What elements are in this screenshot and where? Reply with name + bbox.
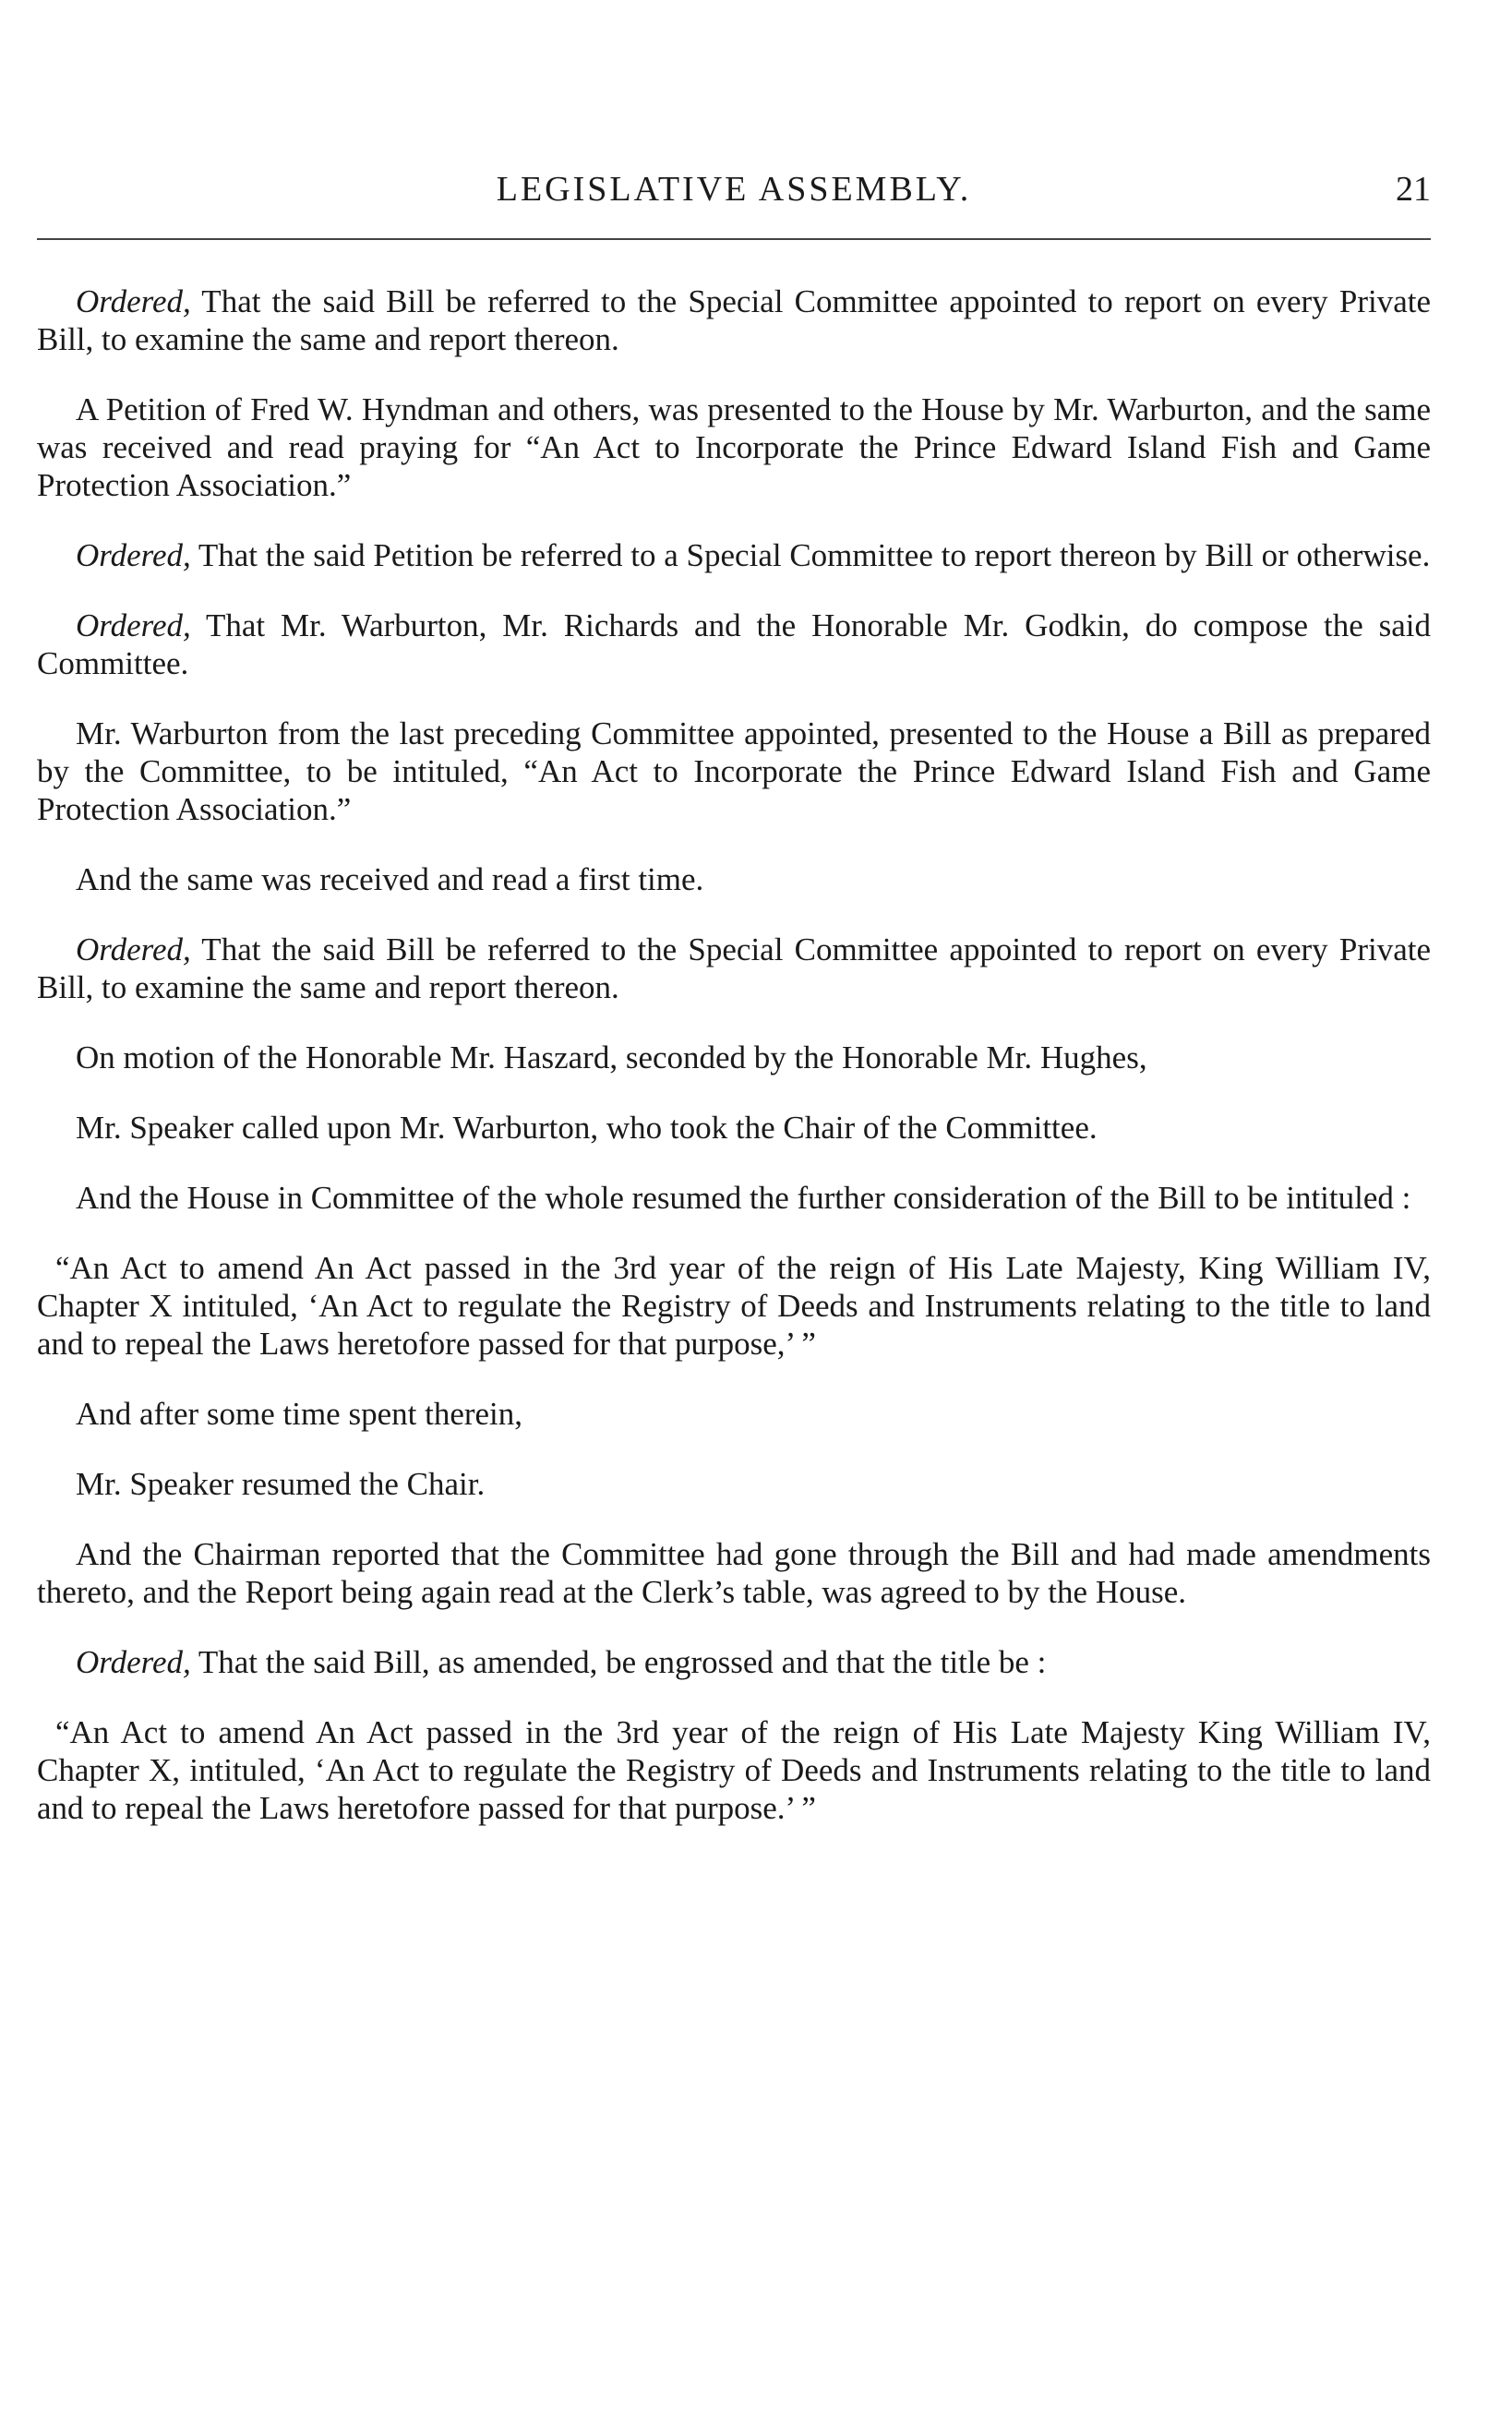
paragraph-text: “An Act to amend An Act passed in the 3rd year of the reign of His Late Majesty, King William IV, Chapter X intituled, ‘An Act to regulate the Registry of Deeds and Instruments relating to the title to land and to repeal the Laws heretofore passed for that purpose,’ ” xyxy=(37,1250,1431,1362)
paragraph xyxy=(37,1535,1431,1611)
paragraph-text: Mr. Speaker resumed the Chair. xyxy=(76,1466,486,1502)
paragraph-text: And the same was received and read a first time. xyxy=(76,861,704,897)
paragraph-lead: Ordered, xyxy=(76,537,191,573)
quoted-bill-title xyxy=(37,1713,1431,1827)
paragraph-lead: Ordered, xyxy=(76,931,191,967)
paragraph-text: That the said Bill be referred to the Special Committee appointed to report on every Private Bill, to examine the same and report thereon. xyxy=(37,931,1431,1005)
paragraph-text: That Mr. Warburton, Mr. Richards and the Honorable Mr. Godkin, do compose the said Committee. xyxy=(37,607,1431,681)
paragraph-text: “An Act to amend An Act passed in the 3rd year of the reign of His Late Majesty King William IV, Chapter X, intituled, ‘An Act to regulate the Registry of Deeds and Instruments relating to the title to land and to repeal the Laws heretofore passed for that purpose.’ ” xyxy=(37,1714,1431,1826)
paragraph xyxy=(37,536,1431,574)
paragraph-text: And after some time spent therein, xyxy=(76,1396,523,1432)
paragraph-lead: Ordered, xyxy=(76,1644,191,1680)
paragraph xyxy=(37,390,1431,504)
paragraph xyxy=(37,1109,1431,1147)
paragraph-text: Mr. Speaker called upon Mr. Warburton, who took the Chair of the Committee. xyxy=(76,1110,1098,1146)
page-header xyxy=(37,169,1431,215)
paragraph-text: And the Chairman reported that the Committee had gone through the Bill and had made amendments thereto, and the Report being again read at the Clerk’s table, was agreed to by the House. xyxy=(37,1536,1431,1610)
paragraph-text: A Petition of Fred W. Hyndman and others, was presented to the House by Mr. Warburton, and the same was received and read praying for “An Act to Incorporate the Prince Edward Island Fish and Game Protection Association.” xyxy=(37,391,1431,503)
paragraph xyxy=(37,1395,1431,1433)
header-rule xyxy=(37,238,1431,240)
page-number: 21 xyxy=(1396,170,1431,209)
paragraph xyxy=(37,715,1431,828)
paragraph xyxy=(37,1643,1431,1681)
paragraph xyxy=(37,860,1431,898)
paragraph-text: That the said Petition be referred to a Special Committee to report thereon by Bill or otherwise. xyxy=(190,537,1431,573)
paragraph xyxy=(37,931,1431,1006)
paragraph-text: Mr. Warburton from the last preceding Committee appointed, presented to the House a Bill as prepared by the Committee, to be intituled, “An Act to Incorporate the Prince Edward Island Fish and Game Protection Association.” xyxy=(37,715,1431,827)
paragraph-text: On motion of the Honorable Mr. Haszard, seconded by the Honorable Mr. Hughes, xyxy=(76,1039,1147,1075)
paragraph-lead: Ordered, xyxy=(76,283,191,319)
paragraph xyxy=(37,1465,1431,1503)
paragraph-text: That the said Bill, as amended, be engrossed and that the title be : xyxy=(190,1644,1047,1680)
quoted-bill-title xyxy=(37,1249,1431,1363)
paragraph-text: That the said Bill be referred to the Special Committee appointed to report on every Private Bill, to examine the same and report thereon. xyxy=(37,283,1431,357)
paragraph xyxy=(37,282,1431,358)
paragraph xyxy=(37,1179,1431,1217)
paragraph xyxy=(37,1039,1431,1076)
running-title: LEGISLATIVE ASSEMBLY. xyxy=(496,170,972,209)
body-text xyxy=(37,282,1431,1859)
paragraph-lead: Ordered, xyxy=(76,607,191,643)
paragraph-text: And the House in Committee of the whole resumed the further consideration of the Bill to be intituled : xyxy=(76,1180,1411,1216)
paragraph xyxy=(37,607,1431,682)
